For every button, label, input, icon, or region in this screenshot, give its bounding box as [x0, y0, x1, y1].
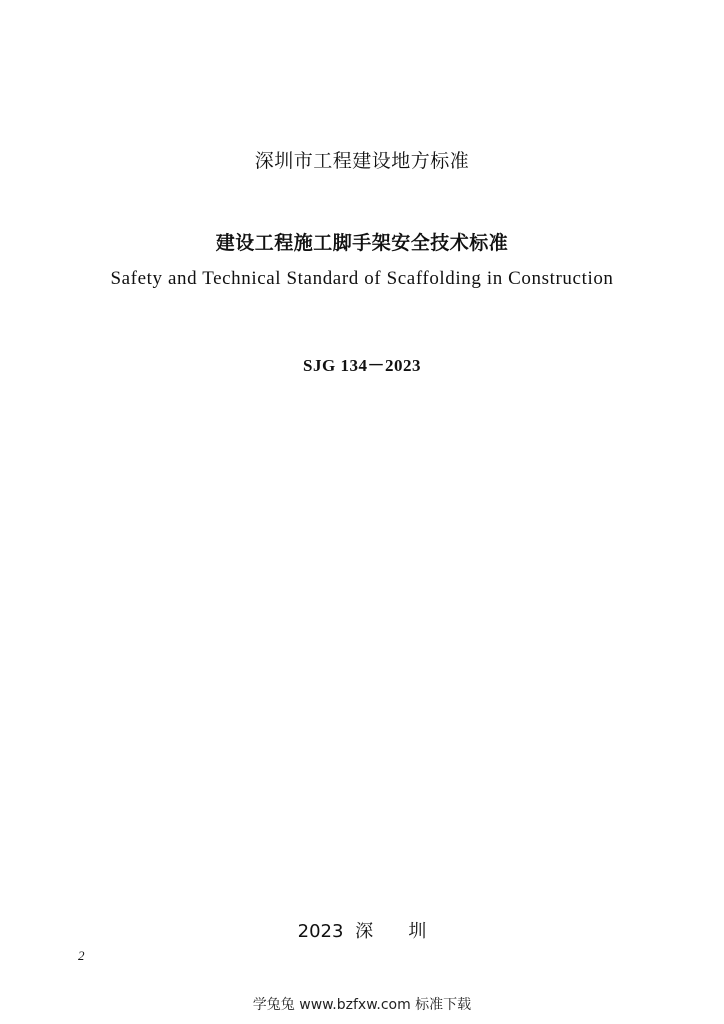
download-watermark: 学兔兔 www.bzfxw.com 标准下载 [252, 997, 472, 1013]
publication-year-place: 2023 深 圳 [297, 921, 427, 942]
document-title-english: Safety and Technical Standard of Scaffolding in Construction [110, 268, 614, 289]
series-title: 深圳市工程建设地方标准 [254, 150, 470, 172]
standard-code: SJG 134－2023 [303, 356, 421, 375]
page-number: 2 [78, 948, 85, 963]
document-title-chinese: 建设工程施工脚手架安全技术标准 [215, 232, 509, 254]
